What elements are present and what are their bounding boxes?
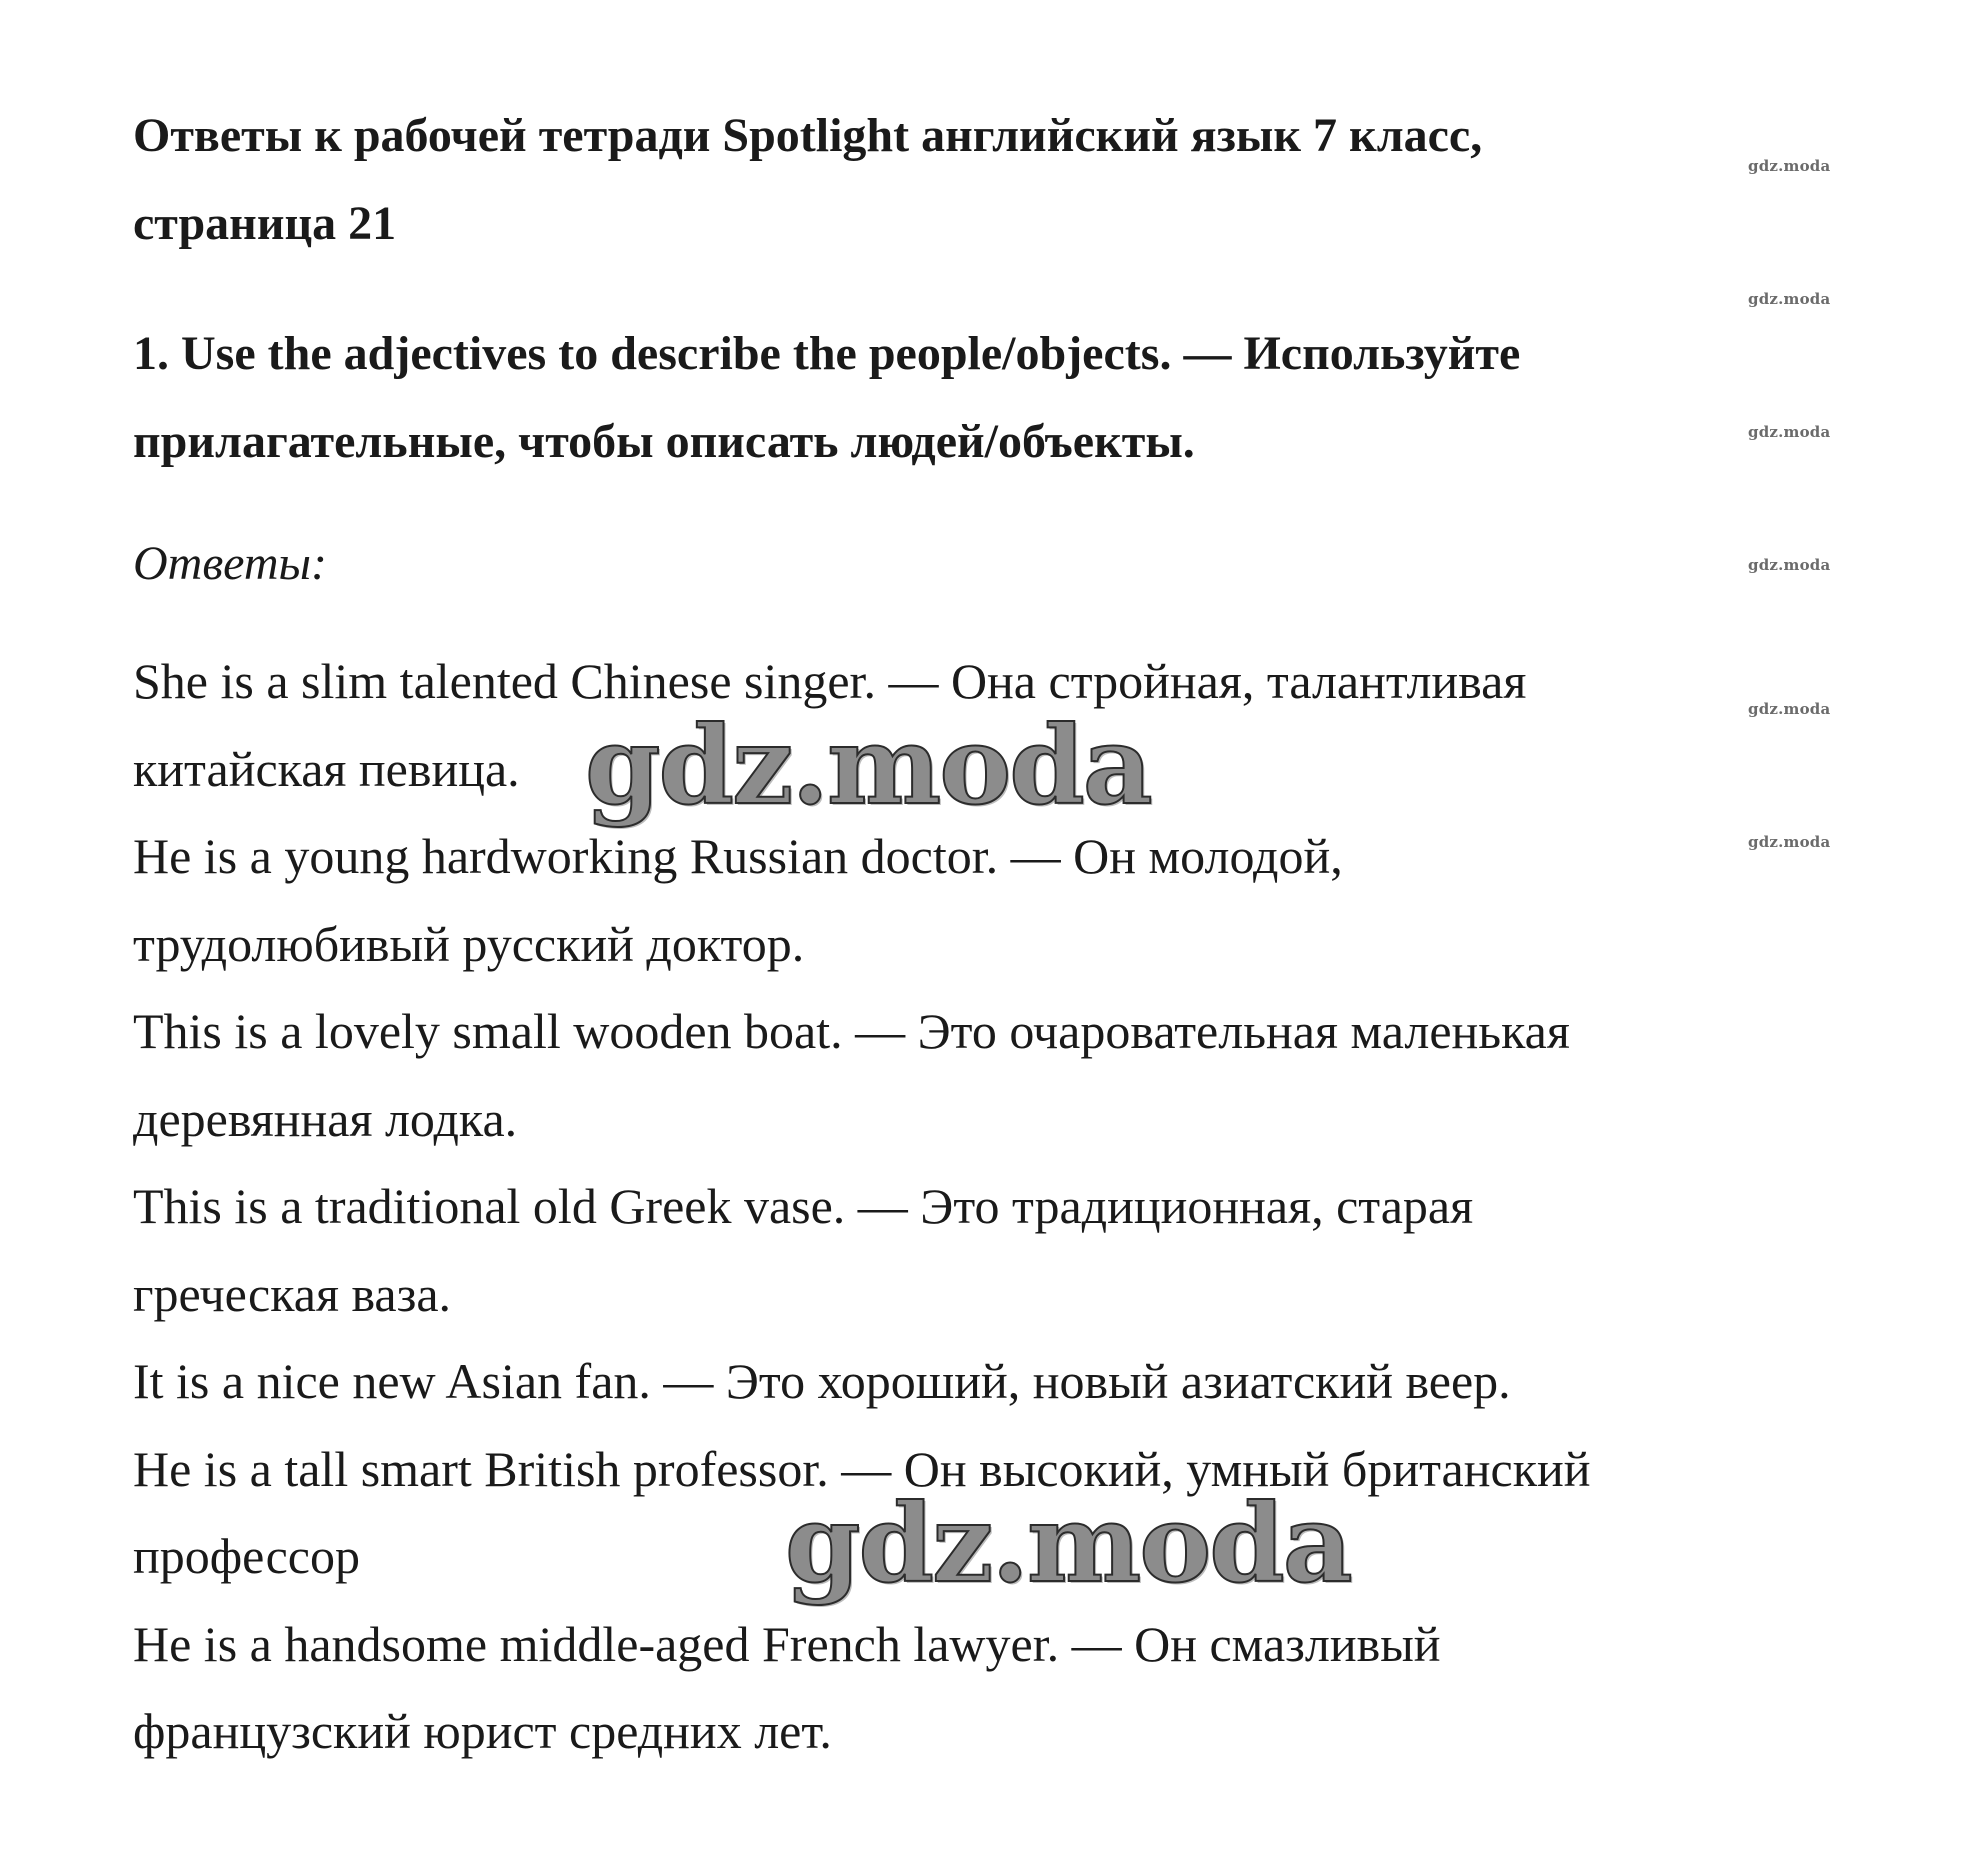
page-title [133, 92, 1853, 268]
answer-line: деревянная лодка. [133, 1090, 518, 1147]
answer-line: трудолюбивый русский доктор. [133, 915, 805, 972]
answer-line: греческая ваза. [133, 1265, 452, 1322]
watermark-small: gdz.moda [1748, 700, 1831, 718]
answer-line: He is a tall smart British professor. — Он высокий, умный британский [133, 1440, 1591, 1497]
watermark-large: gdz.moda [785, 1481, 1351, 1607]
watermark-small: gdz.moda [1748, 157, 1831, 175]
answer-line: He is a handsome middle-aged French lawyer. — Он смазливый [133, 1615, 1441, 1672]
answer-line: французский юрист средних лет. [133, 1703, 832, 1759]
answer-line: This is a lovely small wooden boat. — Это очаровательная маленькая [133, 1003, 1570, 1059]
answer-line: This is a traditional old Greek vase. — Это традиционная, старая [133, 1178, 1474, 1234]
answers-label: Ответы: [133, 537, 327, 590]
title-line-1: Ответы к рабочей тетради Spotlight английский язык 7 класс, [133, 109, 1483, 162]
watermark-large: gdz.moda [585, 703, 1151, 829]
answer-line: It is a nice new Asian fan. — Это хороший, новый азиатский веер. [133, 1353, 1511, 1409]
answer-line: профессор [133, 1528, 360, 1584]
answer-line: китайская певица. [133, 740, 520, 797]
watermark-small: gdz.moda [1748, 290, 1831, 308]
watermark-small: gdz.moda [1748, 833, 1831, 851]
watermark-small: gdz.moda [1748, 423, 1831, 441]
answer-line: She is a slim talented Chinese singer. — Она стройная, талантливая [133, 653, 1527, 709]
title-line-2: страница 21 [133, 197, 397, 250]
answer-line: He is a young hardworking Russian doctor. — Он молодой, [133, 828, 1343, 884]
watermark-small: gdz.moda [1748, 556, 1831, 574]
task-line-1: 1. Use the adjectives to describe the people/objects. — Используйте [133, 327, 1521, 380]
task-heading [133, 310, 1853, 486]
task-line-2: прилагательные, чтобы описать людей/объекты. [133, 415, 1195, 468]
